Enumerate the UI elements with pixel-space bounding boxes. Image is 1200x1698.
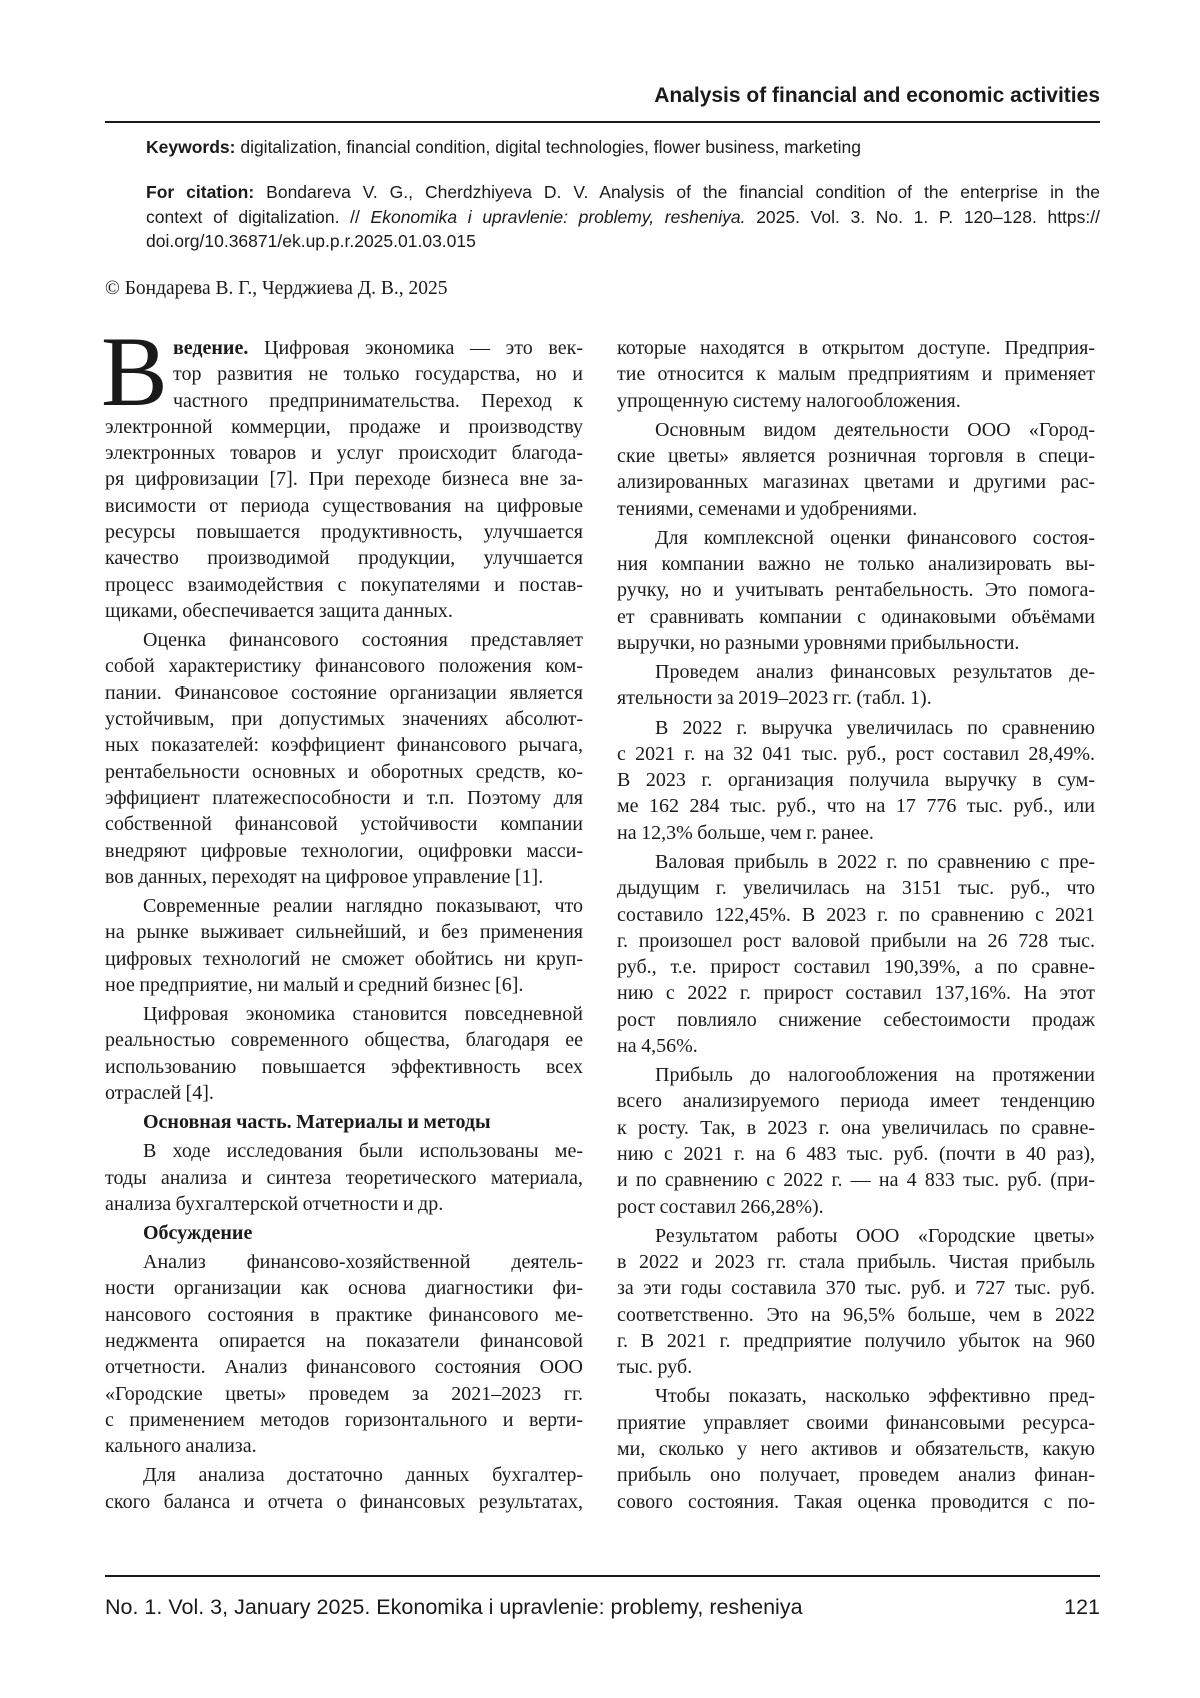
page-number: 121 [1064,1595,1100,1620]
keywords-label: Keywords: [146,137,235,157]
text-line: тор развития не только государства, но и [105,361,583,387]
paragraph [617,1223,1095,1381]
drop-cap: В [101,322,168,422]
citation-line [146,205,1100,230]
text-line: эффициент платежеспособности и т.п. Поэтому для [105,785,583,811]
text-line: отраслей [4]. [105,1080,583,1106]
header-rule [105,121,1100,123]
text-line: Анализ финансово-хозяйственной деятель- [105,1249,583,1275]
text-line: неджмента опирается на показатели финансовой [105,1328,583,1354]
paragraph [617,1383,1095,1514]
text-line: отчетности. Анализ финансового состояния ООО [105,1354,583,1380]
text-line: ручку, но и учитывать рентабельность. Это помога- [617,577,1095,603]
text-line: за эти годы составила 370 тыс. руб. и 727 тыс. руб. [617,1275,1095,1301]
text-line: в 2022 и 2023 гг. стала прибыль. Чистая прибыль [617,1249,1095,1275]
citation-text: doi.org/10.36871/ek.up.p.r.2025.01.03.015 [146,231,476,251]
text-line: Цифровая экономика становится повседневной [105,1001,583,1027]
text-line: соответственно. Это на 96,5% больше, чем в 2022 [617,1302,1095,1328]
text-line: рост составил 266,28%). [617,1194,1095,1220]
text-line: висимости от периода существования на цифровые [105,493,583,519]
text-line: тениями, семенами и удобрениями. [617,496,1095,522]
text-line: Для комплексной оценки финансового состоя- [617,525,1095,551]
text-line: составило 122,45%. В 2023 г. по сравнению с 2021 [617,902,1095,928]
text-line: на рынке выживает сильнейший, и без применения [105,919,583,945]
paragraph [105,627,583,890]
text-line: ализированных магазинах цветами и другими рас- [617,469,1095,495]
text-line: всего анализируемого периода имеет тенденцию [617,1088,1095,1114]
text-line: с 2021 г. на 32 041 тыс. руб., рост составил 28,49%. [617,741,1095,767]
paragraph [617,659,1095,712]
text-line: Оценка финансового состояния представляет [105,627,583,653]
text-line: г. В 2021 г. предприятие получило убыток на 960 [617,1328,1095,1354]
citation-text: Bondareva V. G., Cherdzhiyeva D. V. Analysis of the financial condition of the enterprise in the [254,182,1100,202]
citation-text: context of digitalization. // [146,207,371,227]
footer-rule [105,1575,1100,1577]
paragraph [105,335,583,624]
text-line: тоды анализа и синтеза теоретического материала, [105,1165,583,1191]
paragraph [617,715,1095,846]
text-line: ского баланса и отчета о финансовых результатах, [105,1489,583,1515]
text-line: с применением методов горизонтального и верти- [105,1407,583,1433]
text-line: ет сравнивать компании с одинаковыми объёмами [617,604,1095,630]
text-line: Основная часть. Материалы и методы [105,1109,583,1135]
text-line: В 2022 г. выручка увеличилась по сравнению [617,715,1095,741]
text-line: сового состояния. Такая оценка проводится с по- [617,1489,1095,1515]
text-line: упрощенную систему налогообложения. [617,388,1095,414]
text-line: ресурсы повышается продуктивность, улучшается [105,519,583,545]
text-line: В 2023 г. организация получила выручку в сум- [617,767,1095,793]
lead-in: ведение. [173,337,248,359]
text-line [105,335,583,361]
text-line: тие относится к малым предприятиям и применяет [617,361,1095,387]
text-line: рост повлияло снижение себестоимости продаж [617,1007,1095,1033]
text-column-right [617,335,1095,1515]
footer-journal: No. 1. Vol. 3, January 2025. Ekonomika i upravlenie: problemy, resheniya [105,1595,803,1620]
text-line: дыдущим г. увеличилась на 3151 тыс. руб., что [617,875,1095,901]
text-line: использованию повышается эффективность всех [105,1054,583,1080]
text-line: собственной финансовой устойчивости компании [105,811,583,837]
text-line: на 12,3% больше, чем г. ранее. [617,820,1095,846]
text-line: вов данных, переходят на цифровое управление [1]. [105,864,583,890]
citation-text: 2025. Vol. 3. No. 1. P. 120–128. https:// [746,207,1100,227]
text-line: приятие управляет своими финансовыми ресурса- [617,1410,1095,1436]
paragraph [105,893,583,998]
text-line: В ходе исследования были использованы ме- [105,1138,583,1164]
text-line: ятельности за 2019–2023 гг. (табл. 1). [617,685,1095,711]
text-line: руб., т.е. прирост составил 190,39%, а по сравне- [617,954,1095,980]
text-line: анализа бухгалтерской отчетности и др. [105,1191,583,1217]
text-line: Результатом работы ООО «Городские цветы» [617,1223,1095,1249]
paragraph [617,1062,1095,1220]
paragraph [617,335,1095,414]
section-heading [105,1220,583,1246]
text-line: г. произошел рост валовой прибыли на 26 728 тыс. [617,928,1095,954]
text-line: частного предпринимательства. Переход к [105,388,583,414]
citation-text: Ekonomika i upravlenie: problemy, resheniya. [371,207,746,227]
text-line: реальностью современного общества, благодаря ее [105,1027,583,1053]
text-line: электронной коммерции, продаже и производству [105,414,583,440]
keywords [146,137,861,158]
text-line: внедряют цифровые технологии, оцифровки масси- [105,838,583,864]
text-line: Обсуждение [105,1220,583,1246]
text-line: нию с 2021 г. на 6 483 тыс. руб. (почти в 40 раз), [617,1141,1095,1167]
text-line: собой характеристику финансового положения ком- [105,653,583,679]
text-line: на 4,56%. [617,1033,1095,1059]
paragraph [105,1001,583,1106]
text-line: прибыль оно получает, проведем анализ финан- [617,1462,1095,1488]
text-line: и по сравнению с 2022 г. — на 4 833 тыс. руб. (при- [617,1167,1095,1193]
text-line: цифровых технологий не сможет обойтись ни круп- [105,946,583,972]
line-text: Цифровая экономика — это век- [248,337,583,359]
text-line: Основным видом деятельности ООО «Город- [617,417,1095,443]
text-line: выручки, но разными уровнями прибыльности. [617,630,1095,656]
text-line: ские цветы» является розничная торговля в специ- [617,443,1095,469]
text-line: Проведем анализ финансовых результатов де- [617,659,1095,685]
running-title: Analysis of financial and economic activities [654,84,1100,108]
text-line: к росту. Так, в 2023 г. она увеличилась по сравне- [617,1115,1095,1141]
keywords-text: digitalization, financial condition, digital technologies, flower business, marketing [235,137,861,157]
text-line: пании. Финансовое состояние организации является [105,680,583,706]
text-line: ми, сколько у него активов и обязательств, какую [617,1436,1095,1462]
footer [105,1595,1100,1620]
text-line: рентабельности основных и оборотных средств, ко- [105,759,583,785]
text-line: которые находятся в открытом доступе. Предприя- [617,335,1095,361]
text-line: ное предприятие, ни малый и средний бизнес [6]. [105,972,583,998]
text-line: процесс взаимодействия с покупателями и постав- [105,572,583,598]
paragraph [617,417,1095,522]
text-line: нию с 2022 г. прирост составил 137,16%. На этот [617,980,1095,1006]
citation-line [146,229,1100,254]
text-line: ния компании важно не только анализировать вы- [617,551,1095,577]
text-line: Современные реалии наглядно показывают, что [105,893,583,919]
citation-line [146,180,1100,205]
text-line: Валовая прибыль в 2022 г. по сравнению с пре- [617,849,1095,875]
paragraph [617,525,1095,656]
copyright: © Бондарева В. Г., Черджиева Д. В., 2025 [105,278,447,300]
text-line: Чтобы показать, насколько эффективно пред- [617,1383,1095,1409]
paragraph [617,849,1095,1059]
paragraph [105,1462,583,1515]
section-heading [105,1109,583,1135]
citation [146,180,1100,254]
text-line: нансового состояния в практике финансового ме- [105,1302,583,1328]
citation-label: For citation: [146,182,254,202]
text-line: «Городские цветы» проведем за 2021–2023 гг. [105,1381,583,1407]
text-line: ности организации как основа диагностики фи- [105,1275,583,1301]
text-line: Прибыль до налогообложения на протяжении [617,1062,1095,1088]
paragraph [105,1138,583,1217]
text-line: кального анализа. [105,1433,583,1459]
text-column-left [105,335,583,1515]
text-line: ме 162 284 тыс. руб., что на 17 776 тыс. руб., или [617,793,1095,819]
text-line: тыс. руб. [617,1354,1095,1380]
paragraph [105,1249,583,1459]
text-line: щиками, обеспечивается защита данных. [105,598,583,624]
text-line: электронных товаров и услуг происходит благода- [105,440,583,466]
text-line: ря цифровизации [7]. При переходе бизнеса вне за- [105,466,583,492]
text-line: качество производимой продукции, улучшается [105,545,583,571]
text-line: Для анализа достаточно данных бухгалтер- [105,1462,583,1488]
text-line: устойчивым, при допустимых значениях абсолют- [105,706,583,732]
text-line: ных показателей: коэффициент финансового рычага, [105,732,583,758]
